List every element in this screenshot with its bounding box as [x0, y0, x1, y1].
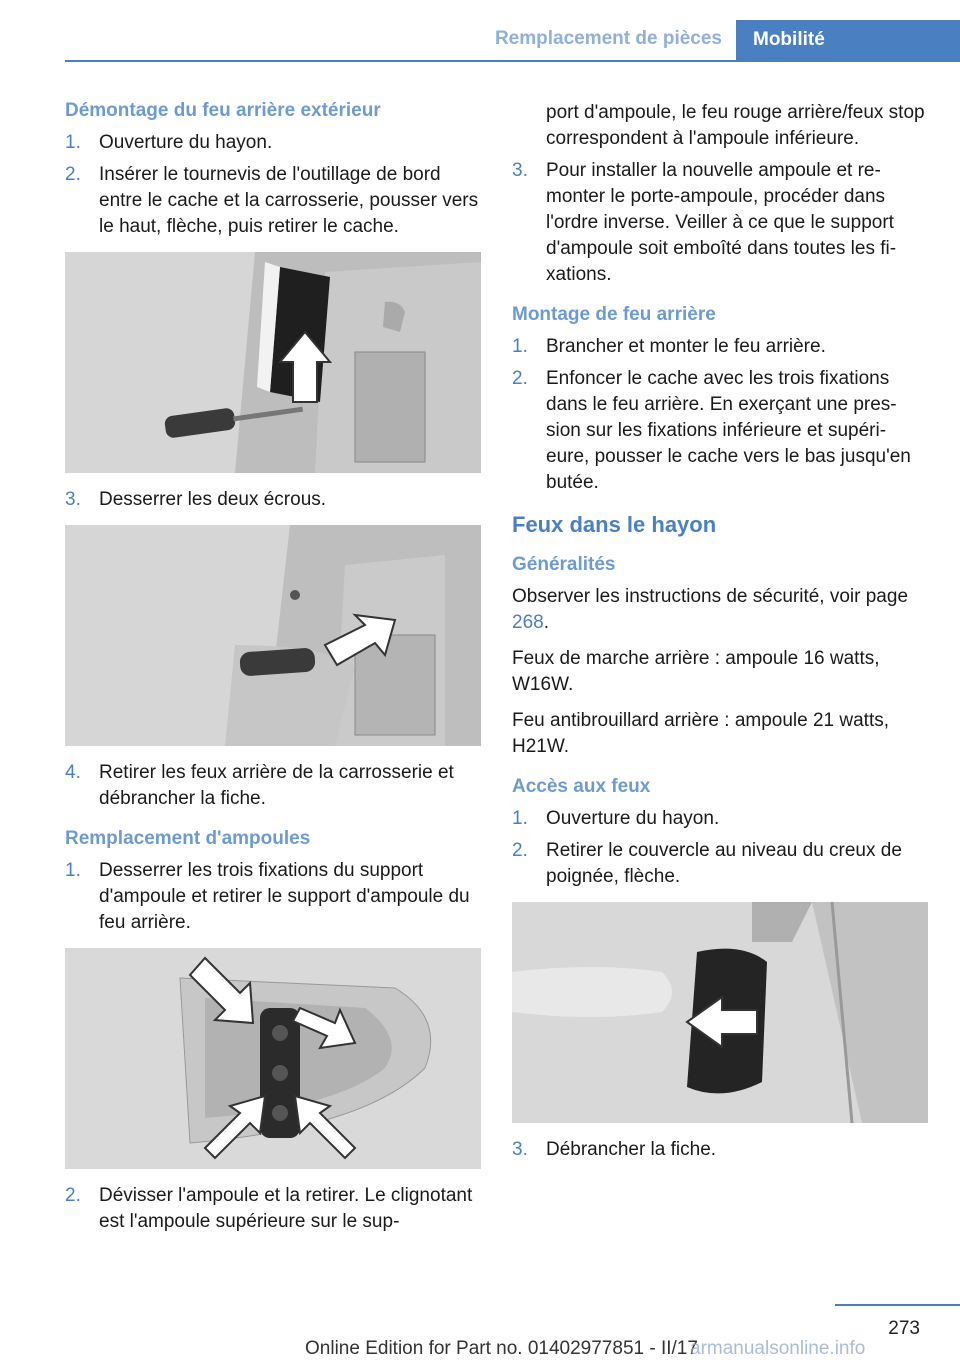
- heading-demontage: Démontage du feu arrière extérieur: [65, 100, 381, 121]
- list-item: [65, 162, 481, 240]
- safety-end: .: [543, 612, 549, 633]
- list-item: [512, 158, 928, 288]
- continued-text: port d'ampoule, le feu rouge arrière/feux stop correspondent à l'ampoule inférieure.: [546, 102, 925, 149]
- edition-line: Online Edition for Part no. 01402977851 - II/17: [305, 1338, 698, 1359]
- step-text: Enfoncer le cache avec les trois fixations dans le feu arrière. En exerçant une pres‐sion sur les fixations inférieure et supéri‐eure, pousser le cache vers le bas jusqu'en butée.: [546, 368, 911, 493]
- paragraph-marche-arriere: Feux de marche arrière : ampoule 16 watts, W16W.: [512, 648, 880, 695]
- step-text: Insérer le tournevis de l'outillage de bord entre le cache et la carrosserie, pousser vers le haut, flèche, puis retirer le cache.: [99, 164, 479, 237]
- paragraph-antibrouillard: Feu antibrouillard arrière : ampoule 21 watts, H21W.: [512, 710, 890, 757]
- step-number: 1.: [65, 860, 81, 881]
- steps-remplacement: [65, 858, 481, 936]
- list-item: [512, 334, 928, 360]
- step-text: Desserrer les trois fixations du support d'ampoule et retirer le support d'ampoule du feu arrière.: [99, 860, 470, 933]
- page-number: 273: [888, 1318, 920, 1339]
- step-text: Ouverture du hayon.: [546, 808, 720, 829]
- step-number: 3.: [512, 160, 528, 181]
- step-number: 1.: [65, 132, 81, 153]
- safety-paragraph: [512, 584, 928, 636]
- step-text: Dévisser l'ampoule et la retirer. Le clignotant est l'ampoule supérieure sur le sup‐: [99, 1185, 473, 1232]
- page-link[interactable]: 268: [512, 612, 544, 633]
- step-number: 4.: [65, 762, 81, 783]
- list-item: [65, 858, 481, 936]
- heading-feux-hayon: Feux dans le hayon: [512, 512, 717, 537]
- steps-montage: [512, 334, 928, 496]
- list-item: [512, 366, 928, 496]
- figure-screwdriver-cover: [65, 252, 481, 473]
- heading-montage: Montage de feu arrière: [512, 304, 716, 325]
- step-text: Brancher et monter le feu arrière.: [546, 336, 826, 357]
- header-chapter-tab[interactable]: Mobilité: [736, 20, 960, 62]
- step-number: 2.: [65, 1185, 81, 1206]
- list-item: [65, 487, 481, 513]
- list-item: [65, 130, 481, 156]
- steps-acces-3: [512, 1137, 928, 1163]
- list-item: [65, 1183, 481, 1235]
- steps-remplacement-2: [65, 1183, 481, 1235]
- figure-handle-cover: [512, 902, 928, 1123]
- list-item: [512, 806, 928, 832]
- footer-rule: [835, 1304, 960, 1306]
- steps-demontage: [65, 130, 481, 240]
- figure-bulb-holder: [65, 948, 481, 1169]
- heading-acces-feux: Accès aux feux: [512, 776, 651, 797]
- step-text: Débrancher la fiche.: [546, 1139, 717, 1160]
- watermark: armanualsonline.info: [690, 1338, 866, 1359]
- steps-acces: [512, 806, 928, 890]
- step-number: 2.: [512, 840, 528, 861]
- figure-nuts: [65, 525, 481, 746]
- step-number: 3.: [512, 1139, 528, 1160]
- list-item: [512, 1137, 928, 1163]
- step-text: Desserrer les deux écrous.: [99, 489, 327, 510]
- step-number: 2.: [512, 368, 528, 389]
- step-text: Retirer le couvercle au niveau du creux de poignée, flèche.: [546, 840, 902, 887]
- header-rule: [65, 60, 960, 62]
- list-item: [512, 838, 928, 890]
- step-number: 2.: [65, 164, 81, 185]
- step-number: 1.: [512, 808, 528, 829]
- heading-generalites: Généralités: [512, 554, 616, 575]
- left-column: [65, 100, 481, 1241]
- header-section-title: Remplacement de pièces: [494, 28, 722, 49]
- step-text: Retirer les feux arrière de la carrosserie et débrancher la fiche.: [99, 762, 454, 809]
- step-number: 1.: [512, 336, 528, 357]
- step-number: 3.: [65, 489, 81, 510]
- right-column: [512, 100, 928, 1169]
- list-item: [65, 760, 481, 812]
- step-text: Ouverture du hayon.: [99, 132, 273, 153]
- steps-demontage-4: [65, 760, 481, 812]
- heading-remplacement-ampoules: Remplacement d'ampoules: [65, 828, 311, 849]
- step-text: Pour installer la nouvelle ampoule et re‐monter le porte-ampoule, procéder dans l'ordre inverse. Veiller à ce que le support d'ampoule soit emboîté dans toutes les fi‐xations.: [546, 160, 897, 285]
- steps-remplacement-3: [512, 158, 928, 288]
- steps-demontage-3: [65, 487, 481, 513]
- safety-text: Observer les instructions de sécurité, voir page: [512, 586, 909, 607]
